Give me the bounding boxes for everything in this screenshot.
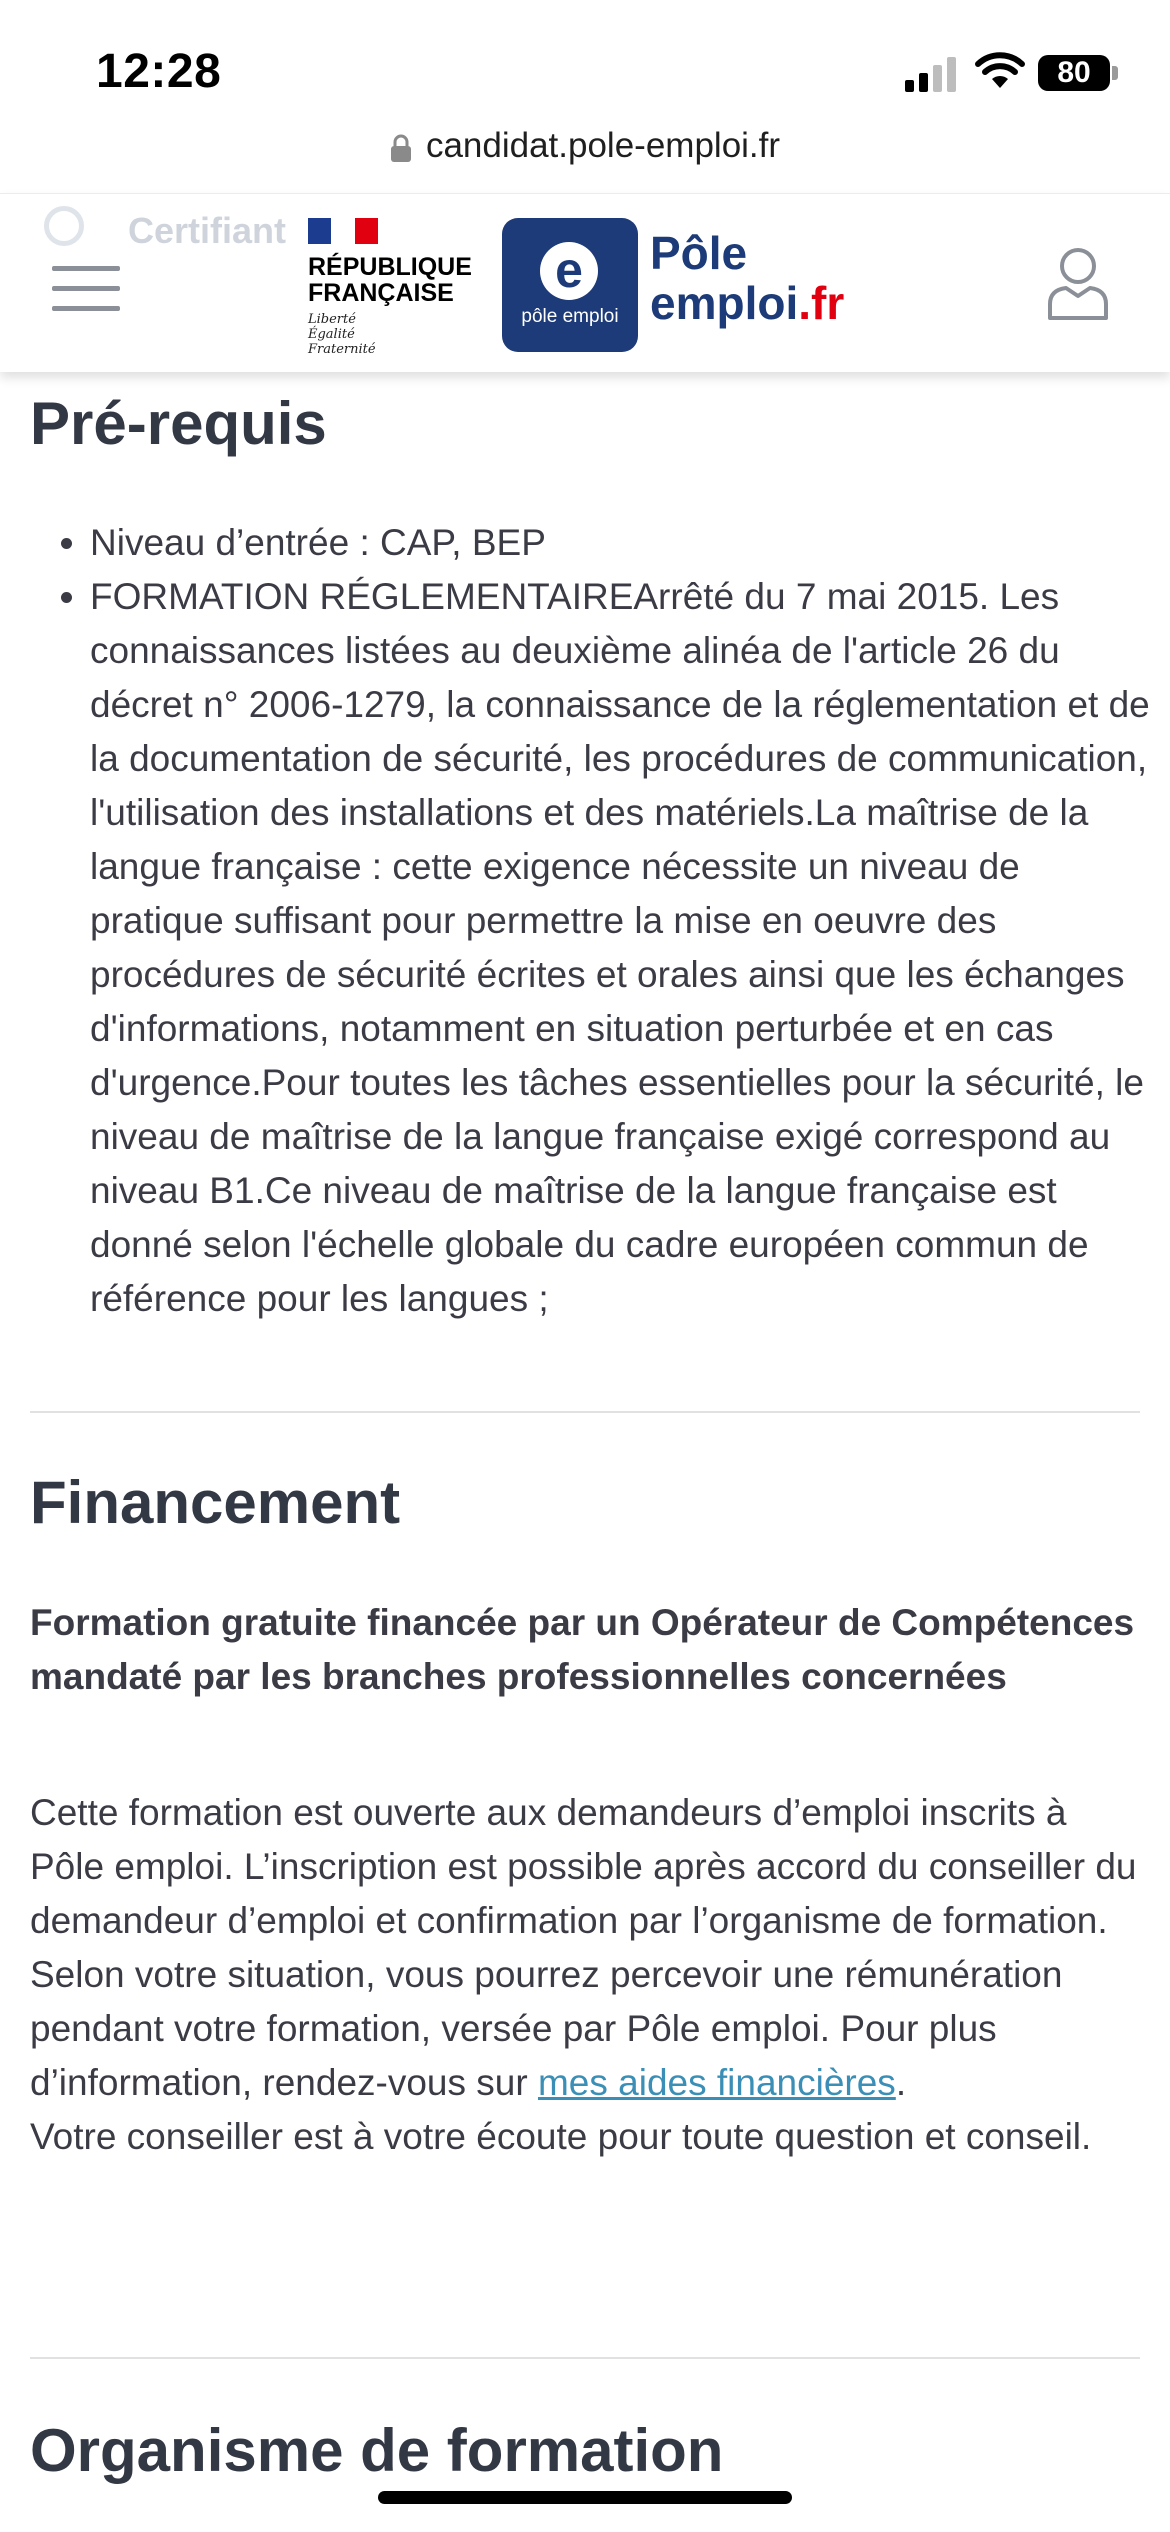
home-indicator[interactable] [378, 2491, 792, 2504]
p2-end: . [895, 2062, 907, 2103]
brand-line2: emploi [650, 277, 799, 329]
wifi-icon [975, 52, 1025, 90]
divider [30, 2357, 1140, 2359]
financement-paragraph-3: Votre conseiller est à votre écoute pour toute question et conseil. [30, 2116, 1092, 2157]
site-header [0, 193, 1170, 372]
clock: 12:28 [96, 45, 222, 98]
financement-paragraph-1: Cette formation est ouverte aux demandeurs d’emploi inscrits à Pôle emploi. L’inscription est possible après accord du conseiller du demandeur d’emploi et confirmation par l’organisme de formation. [30, 1792, 1137, 1941]
republique-francaise-logo [308, 218, 472, 357]
prerequis-list [30, 516, 1160, 1326]
battery-cap [1112, 66, 1118, 80]
list-item: • FORMATION RÉGLEMENTAIREArrêté du 7 mai 2015. Les connaissances listées au deuxième alinéa de l'article 26 du décret n° 2006-1279, la connaissance de la réglementation et de la documentation de sécurité, les procédures de communication, l'utilisation des installations et des matériels.La maîtrise de la langue française : cette exigence nécessite un niveau de pratique suffisant pour permettre la mise en oeuvre des procédures de sécurité écrites et orales ainsi que les échanges d'informations, notamment en situation perturbée et en cas d'urgence.Pour toutes les tâches essentielles pour la sécurité, le niveau de maîtrise de la langue française exigé correspond au niveau B1.Ce niveau de maîtrise de la langue française est donné selon l'échelle globale du cadre européen commun de référence pour les langues ; [90, 570, 1160, 1326]
aides-financieres-link[interactable]: mes aides financières [537, 2062, 896, 2103]
financement-highlight: Formation gratuite financée par un Opérateur de Compétences mandaté par les branches professionnelles concernées [30, 1602, 1135, 1697]
signal-icon [905, 56, 957, 92]
address-bar[interactable] [0, 126, 1170, 166]
p2-text: Selon votre situation, vous pourrez percevoir une rémunération pendant votre formation, versée par Pôle emploi. Pour plus d’information, rendez-vous sur [30, 1954, 1063, 2103]
status-bar [0, 0, 1170, 165]
logo-subtitle: pôle emploi [521, 306, 619, 327]
lock-icon [390, 133, 412, 163]
brand-wordmark[interactable] [650, 228, 844, 328]
brand-tld: .fr [798, 277, 845, 329]
rf-motto-2: Égalité [308, 327, 355, 342]
battery-icon: 80 [1038, 55, 1110, 91]
rf-name-line1: RÉPUBLIQUE [308, 253, 472, 281]
brand-line1: Pôle [650, 227, 748, 279]
rf-motto-3: Fraternité [308, 342, 376, 357]
flag-icon [308, 218, 378, 244]
section-title-prerequis: Pré-requis [30, 390, 327, 457]
ghost-filter-label: Certifiant [128, 210, 287, 251]
pole-emploi-logo[interactable] [502, 218, 638, 352]
search-icon [44, 206, 84, 246]
menu-button[interactable] [52, 266, 120, 312]
section-title-organisme: Organisme de formation [30, 2417, 724, 2484]
url-text: candidat.pole-emploi.fr [425, 126, 781, 165]
section-title-financement: Financement [30, 1469, 401, 1536]
list-item: • Niveau d’entrée : CAP, BEP [90, 516, 1160, 570]
divider [30, 1411, 1140, 1413]
rf-name-line2: FRANÇAISE [308, 279, 454, 307]
user-account-icon[interactable] [1046, 246, 1110, 322]
logo-letter: e [540, 242, 598, 300]
rf-motto-1: Liberté [308, 312, 356, 327]
financement-paragraph-2 [30, 1948, 1140, 2110]
